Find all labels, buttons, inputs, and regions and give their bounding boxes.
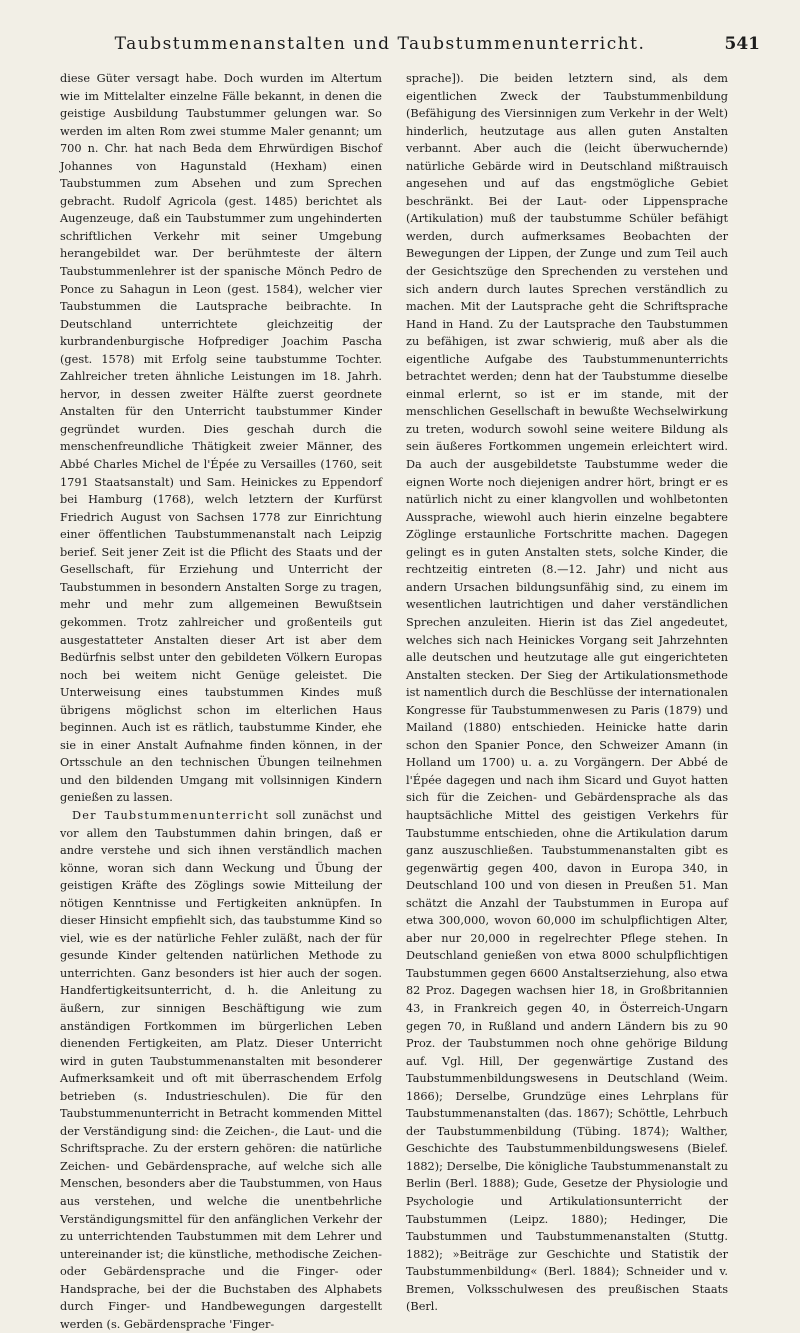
page-number: 541 [724, 34, 760, 54]
paragraph-instruction [60, 807, 382, 1333]
right-column [406, 70, 728, 1314]
paragraph-instruction-text: soll zunächst und vor allem den Taubstummen dahin bringen, daß er andre verstehe und sich ihnen verständlich machen könne, woran sich dann Weckung und Übung der geistigen Kräfte des Zöglings sowie Mitteilung der nötigen Kenntnisse und Fertigkeiten anknüpfen. In dieser Hinsicht empfiehlt sich, das taubstumme Kind so viel, wie es der natürliche Fehler zuläßt, nach der für gesunde Kinder geltenden natürlichen Methode zu unterrichten. Ganz besonders ist hier auch der sogen. Handfertigkeitsunterricht, d. h. die Anleitung zu äußern, zur sinnigen Beschäftigung wie zum anständigen Fortkommen im bürgerlichen Leben dienenden Fertigkeiten, am Platz. Dieser Unterricht wird in guten Taubstummenanstalten mit besonderer Aufmerksamkeit und oft mit überraschendem Erfolg betrieben (s. Industrieschulen). Die für den Taubstummenunterricht in Betracht kommenden Mittel der Verständigung sind: die Zeichen-, die Laut- und die Schriftsprache. Zu der erstern gehören: die natürliche Zeichen- und Gebärdensprache, auf welche sich alle Menschen, besonders aber die Taubstummen, von Haus aus verstehen, und welche die unentbehrliche Verständigungsmittel für den anfänglichen Verkehr der zu unterrichtenden Taubstummen mit dem Lehrer und untereinander ist; die künstliche, methodische Zeichen- oder Gebärdensprache und die Finger- oder Handsprache, bei der die Buchstaben des Alphabets durch Finger- und Handbewegungen dargestellt werden (s. Gebärdensprache 'Finger- [60, 808, 383, 1331]
page-header [60, 34, 760, 58]
running-title: Taubstummenanstalten und Taubstummenunterricht. [114, 34, 646, 54]
paragraph-history: diese Güter versagt habe. Doch wurden im Altertum wie im Mittelalter einzelne Fälle bekannt, in denen die geistige Ausbildung Taubstummer gelungen war. So werden im alten Rom zwei stumme Maler genannt; um 700 n. Chr. hat nach Beda dem Ehrwürdigen Bischof Johannes von Hagunstald (Hexham) einen Taubstummen zum Absehen und zum Sprechen gebracht. Rudolf Agricola (gest. 1485) berichtet als Augenzeuge, daß ein Taubstummer zum ungehinderten schriftlichen Verkehr mit seiner Umgebung herangebildet war. Der berühmteste der ältern Taubstummenlehrer ist der spanische Mönch Pedro de Ponce zu Sahagun in Leon (gest. 1584), welcher vier Taubstummen die Lautsprache beibrachte. In Deutschland unterrichtete gleichzeitig der kurbrandenburgische Hofprediger Joachim Pascha (gest. 1578) mit Erfolg seine taubstumme Tochter. Zahlreicher treten ähnliche Leistungen im 18. Jahrh. hervor, in dessen zweiter Hälfte zuerst geordnete Anstalten für den Unterricht taubstummer Kinder gegründet wurden. Dies geschah durch die menschenfreundliche Thätigkeit zweier Männer, des Abbé Charles Michel de l'Épée zu Versailles (1760, seit 1791 Staatsanstalt) und Sam. Heinickes zu Eppendorf bei Hamburg (1768), welch letztern der Kurfürst Friedrich August von Sachsen 1778 zur Einrichtung einer öffentlichen Taubstummenanstalt nach Leipzig berief. Seit jener Zeit ist die Pflicht des Staats und der Gesellschaft, für Erziehung und Unterricht der Taubstummen in besondern Anstalten Sorge zu tragen, mehr und mehr zum allgemeinen Bewußtsein gekommen. Trotz zahlreicher und großenteils gut ausgestatteter Anstalten dieser Art ist aber dem Bedürfnis selbst unter den gebildeten Völkern Europas noch bei weitem nicht Genüge geleistet. Die Unterweisung eines taubstummen Kindes muß übrigens möglichst schon im elterlichen Haus beginnen. Auch ist es rätlich, taubstumme Kinder, ehe sie in einer Anstalt Aufnahme finden können, in der Ortsschule an den technischen Übungen teilnehmen und den bildenden Umgang mit vollsinnigen Kindern genießen zu lassen. [60, 72, 382, 805]
term-taubstummenunterricht: Der Taubstummenunterricht [72, 808, 270, 822]
paragraph-methods-statistics: sprache]). Die beiden letztern sind, als dem eigentlichen Zweck der Taubstummenbildung (Befähigung des Viersinnigen zum Verkehr in der Welt) hinderlich, heutzutage aus allen guten Anstalten verbannt. Aber auch die (leicht überwuchernde) natürliche Gebärde wird in Deutschland mißtrauisch angesehen und auf das engstmögliche Gebiet beschränkt. Bei der Laut- oder Lippensprache (Artikulation) muß der taubstumme Schüler befähigt werden, durch aufmerksames Beobachten der Bewegungen der Lippen, der Zunge und zum Teil auch der Gesichtszüge den Sprechenden zu verstehen und sich andern durch lautes Sprechen verständlich zu machen. Mit der Lautsprache geht die Schriftsprache Hand in Hand. Zu der Lautsprache den Taubstummen zu befähigen, ist zwar schwierig, muß aber als die eigentliche Aufgabe des Taubstummenunterrichts betrachtet werden; denn hat der Taubstumme dieselbe einmal erlernt, so ist er im stande, mit der menschlichen Gesellschaft in bewußte Wechselwirkung zu treten, wodurch sowohl seine weitere Bildung als sein äußeres Fortkommen ungemein erleichtert wird. Da auch der ausgebildetste Taubstumme weder die eignen Worte noch diejenigen andrer hört, bringt er es natürlich nicht zu einer klangvollen und wohlbetonten Aussprache, wiewohl auch hierin einzelne begabtere Zöglinge erstaunliche Fortschritte machen. Dagegen gelingt es in guten Anstalten stets, solche Kinder, die rechtzeitig eintreten (8.—12. Jahr) und nicht aus andern Ursachen bildungsunfähig sind, zu einem im wesentlichen lautrichtigen und daher verständlichen Sprechen anzuleiten. Hierin ist das Ziel angedeutet, welches sich nach Heinickes Vorgang seit Jahrzehnten alle deutschen und heutzutage alle gut eingerichteten Anstalten stecken. Der Sieg der Artikulationsmethode ist namentlich durch die Beschlüsse der internationalen Kongresse für Taubstummenwesen zu Paris (1879) und Mailand (1880) entschieden. Heinicke hatte darin schon den Spanier Ponce, den Schweizer Amann (in Holland um 1700) u. a. zu Vorgängern. Der Abbé de l'Épée dagegen und nach ihm Sicard und Guyot hatten sich für die Zeichen- und Gebärdensprache als das hauptsächliche Mittel des geistigen Verkehrs für Taubstumme entschieden, ohne die Artikulation darum ganz auszuschließen. Taubstummenanstalten gibt es gegenwärtig gegen 400, davon in Europa 340, in Deutschland 100 und von diesen in Preußen 51. Man schätzt die Anzahl der Taubstummen in Europa auf etwa 300,000, wovon 60,000 im schulpflichtigen Alter, aber nur 20,000 in regelrechter Pflege stehen. In Deutschland genießen von etwa 8000 schulpflichtigen Taubstummen gegen 6600 Anstaltserziehung, also etwa 82 Proz. Dagegen wachsen hier 18, in Großbritannien 43, in Frankreich gegen 40, in Österreich-Ungarn gegen 70, in Rußland und andern Ländern bis zu 90 Proz. der Taubstummen noch ohne gehörige Bildung auf. Vgl. Hill, Der gegenwärtige Zustand des Taubstummenbildungswesens in Deutschland (Weim. 1866); Derselbe, Grundzüge eines Lehrplans für Taubstummenanstalten (das. 1867); Schöttle, Lehrbuch der Taubstummenbildung (Tübing. 1874); Walther, Geschichte des Taubstummenbildungswesens (Bielef. 1882); Derselbe, Die königliche Taubstummenanstalt zu Berlin (Berl. 1888); Gude, Gesetze der Physiologie und Psychologie und Artikulationsunterricht der Taubstummen (Leipz. 1880); Hedinger, Die Taubstummen und Taubstummenanstalten (Stuttg. 1882); »Beiträge zur Geschichte und Statistik der Taubstummenbildung« (Berl. 1884); Schneider und v. Bremen, Volksschulwesen des preußischen Staats (Berl. [406, 72, 728, 1314]
left-column [60, 70, 383, 1331]
